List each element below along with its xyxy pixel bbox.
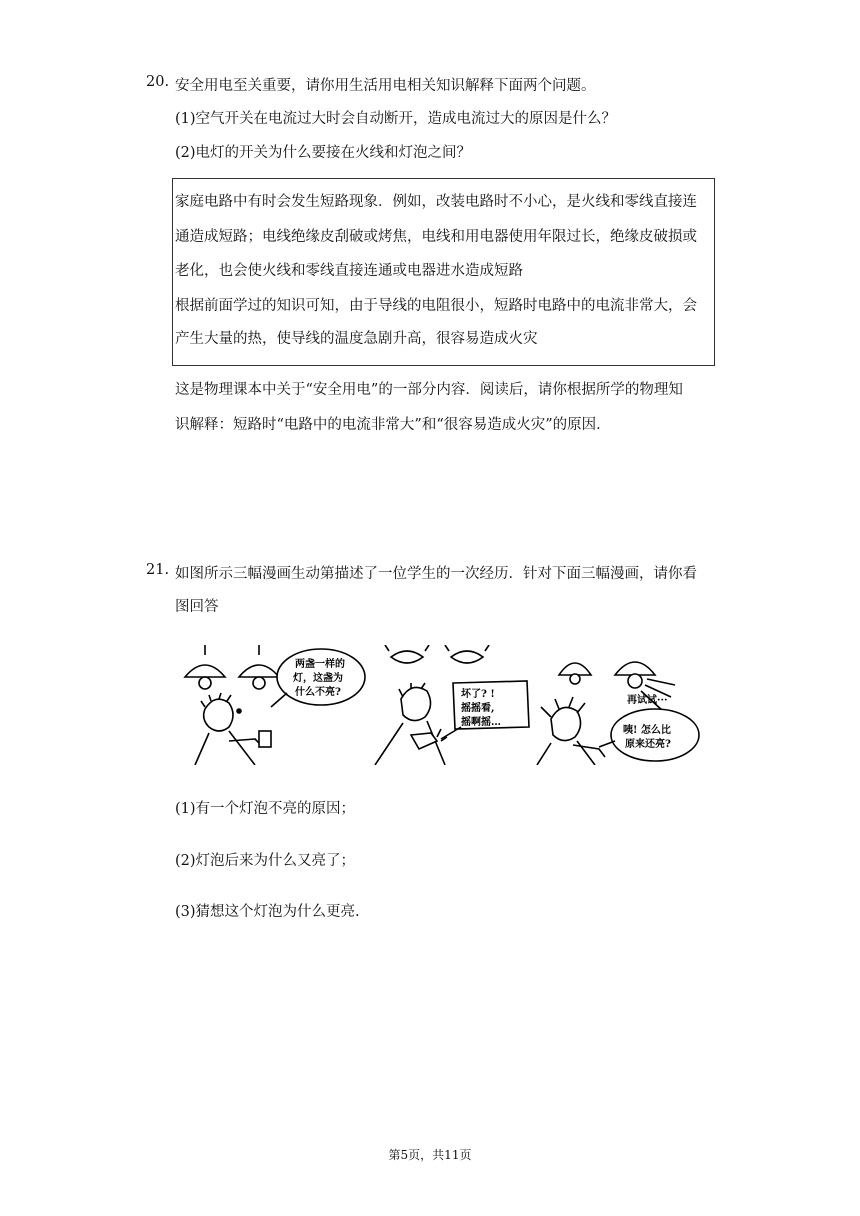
page-footer: 第5页，共11页: [388, 1148, 472, 1162]
bubble2-line3: 摇啊摇…: [461, 717, 501, 728]
q21-sub2: (2)灯泡后来为什么又亮了；: [175, 853, 356, 869]
bubble3-line3: 原来还亮?: [625, 739, 671, 750]
bubble3-line1: 再试试···: [627, 695, 668, 706]
q21-number: 21.: [146, 562, 170, 578]
q21-stem-line-2: 图回答: [175, 599, 219, 615]
excerpt-line-5: 产生大量的热，使导线的温度急剧升高，很容易造成火灾: [175, 331, 538, 347]
q21-stem-line-1: 如图所示三幅漫画生动第描述了一位学生的一次经历．针对下面三幅漫画，请你看: [175, 566, 697, 582]
q21-sub3: (3)猜想这个灯泡为什么更亮.: [175, 904, 360, 920]
excerpt-line-1: 家庭电路中有时会发生短路现象．例如，改装电路时不小心，是火线和零线直接连: [175, 194, 697, 210]
excerpt-line-2: 通造成短路；电线绝缘皮刮破或烤焦，电线和用电器使用年限过长，绝缘皮破损或: [175, 229, 697, 245]
lamp-shade-icon: [185, 665, 225, 677]
q20-after-line-2: 识解释：短路时“电路中的电流非常大”和“很容易造成火灾”的原因．: [175, 417, 611, 433]
bubble2-line1: 坏了? !: [461, 689, 495, 700]
excerpt-line-3: 老化，也会使火线和零线直接连通或电器进水造成短路: [175, 263, 523, 279]
bubble1-line1: 两盏一样的: [295, 659, 345, 670]
q20-sub1: (1)空气开关在电流过大时会自动断开，造成电流过大的原因是什么？: [175, 111, 617, 127]
q20-stem: 安全用电至关重要，请你用生活用电相关知识解释下面两个问题。: [175, 78, 596, 94]
q20-after-line-1: 这是物理课本中关于“安全用电”的一部分内容．阅读后，请你根据所学的物理知: [175, 382, 683, 398]
bubble3-line2: 咦! 怎么比: [623, 725, 671, 736]
bubble1-line2: 灯，这盏为: [293, 673, 343, 684]
q20-number: 20.: [146, 74, 170, 90]
bubble2-line2: 摇摇看,: [461, 703, 495, 714]
excerpt-line-4: 根据前面学过的知识可知，由于导线的电阻很小，短路时电路中的电流非常大，会: [175, 298, 697, 314]
q20-sub2: (2)电灯的开关为什么要接在火线和灯泡之间？: [175, 145, 472, 161]
light-bulb-comic: [175, 645, 705, 765]
q21-sub1: (1)有一个灯泡不亮的原因；: [175, 801, 356, 817]
bubble1-line3: 什么不亮?: [295, 687, 341, 698]
